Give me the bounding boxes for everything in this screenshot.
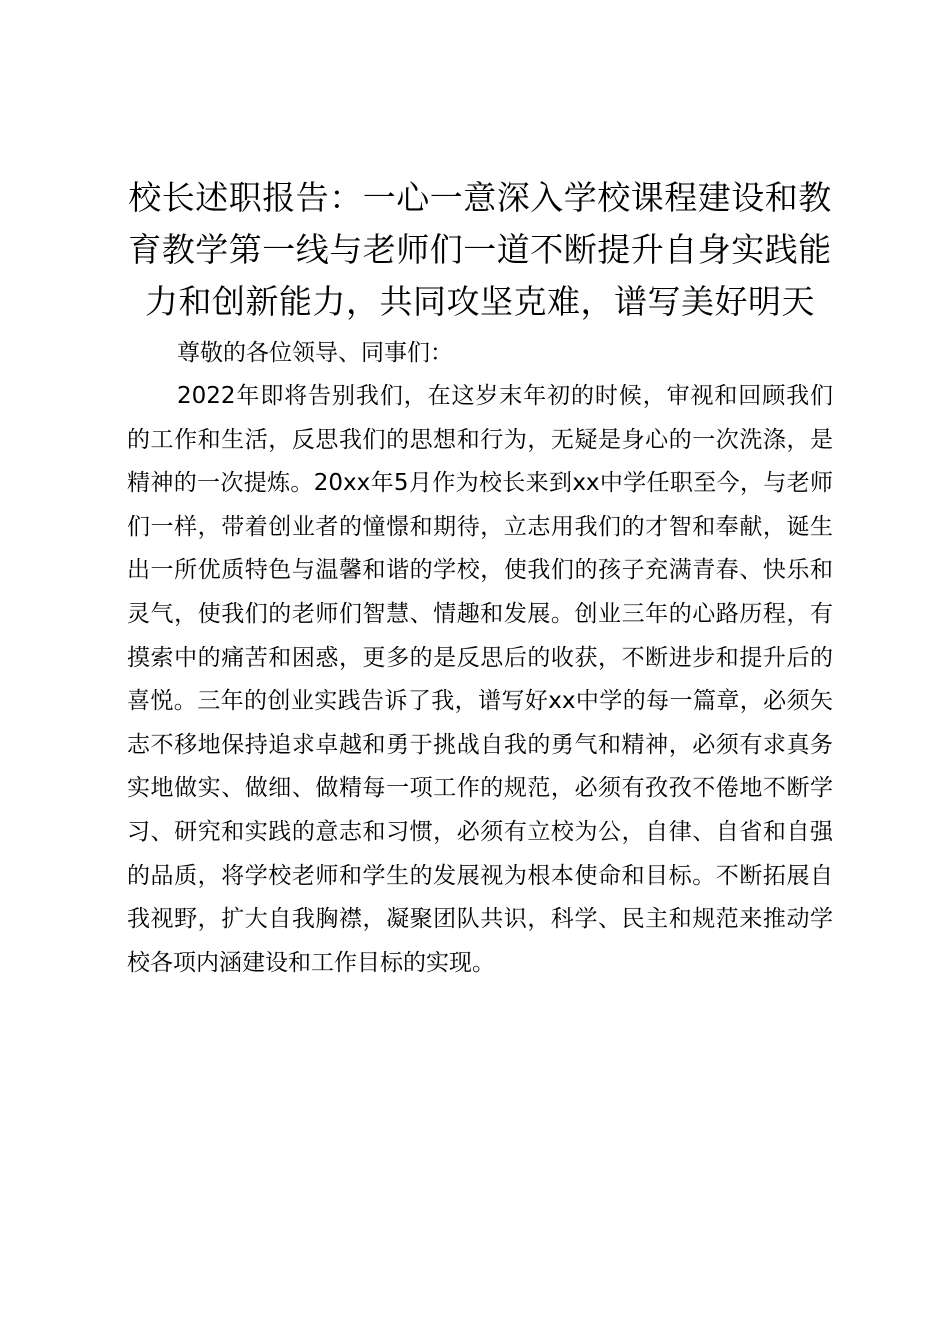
body-paragraph: 2022年即将告别我们，在这岁末年初的时候，审视和回顾我们的工作和生活，反思我们的思想和行为，无疑是身心的一次洗涤，是精神的一次提炼。20xx年5月作为校长来到xx中学任职至今，与老师们一样，带着创业者的憧憬和期待，立志用我们的才智和奉献，诞生出一所优质特色与温馨和谐的学校，使我们的孩子充满青春、快乐和灵气，使我们的老师们智慧、情趣和发展。创业三年的心路历程，有摸索中的痛苦和困惑，更多的是反思后的收获，不断进步和提升后的喜悦。三年的创业实践告诉了我，谱写好xx中学的每一篇章，必须矢志不移地保持追求卓越和勇于挑战自我的勇气和精神，必须有求真务实地做实、做细、做精每一项工作的规范，必须有孜孜不倦地不断学习、研究和实践的意志和习惯，必须有立校为公，自律、自省和自强的品质，将学校老师和学生的发展视为根本使命和目标。不断拓展自我视野，扩大自我胸襟，凝聚团队共识，科学、民主和规范来推动学校各项内涵建设和工作目标的实现。 — [127, 383, 833, 976]
salutation: 尊敬的各位领导、同事们： — [177, 340, 453, 366]
document-content — [127, 172, 833, 985]
document-title: 校长述职报告：一心一意深入学校课程建设和教育教学第一线与老师们一道不断提升自身实践能力和创新能力，共同攻坚克难，谱写美好明天 — [128, 178, 832, 321]
